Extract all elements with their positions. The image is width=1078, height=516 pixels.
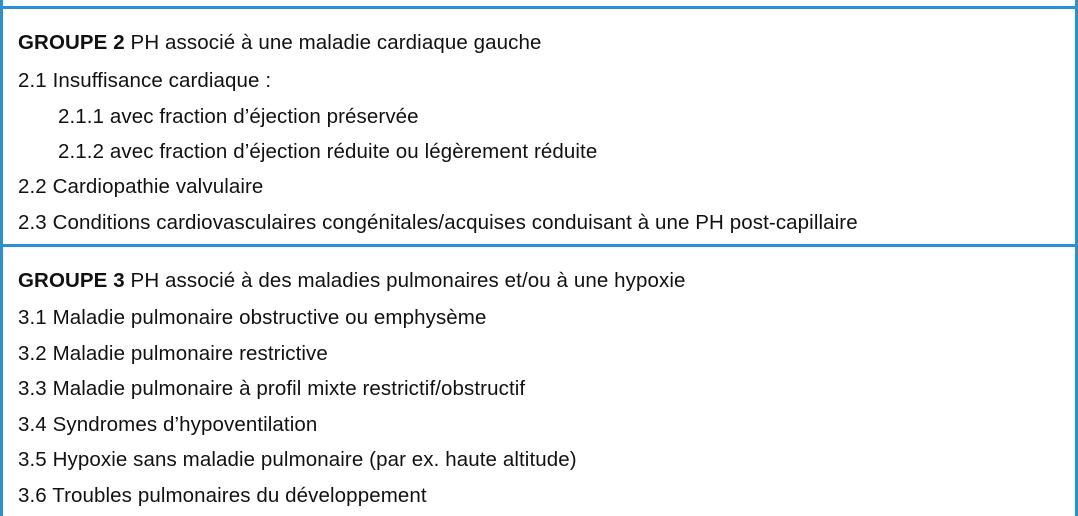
group-3-item: 3.4 Syndromes d’hypoventilation xyxy=(18,413,318,436)
group-2-label: GROUPE 2 xyxy=(18,31,125,54)
top-border-rule xyxy=(3,0,1075,9)
group-2-heading xyxy=(18,31,542,55)
group-2-item: 2.3 Conditions cardiovasculaires congénitales/acquises conduisant à une PH post-capillaire xyxy=(18,211,858,234)
group-3-label: GROUPE 3 xyxy=(18,269,125,292)
group-2-subitem: 2.1.1 avec fraction d’éjection préservée xyxy=(58,105,419,128)
group-2-section xyxy=(3,9,1075,247)
group-3-item: 3.1 Maladie pulmonaire obstructive ou emphysème xyxy=(18,306,487,329)
group-2-item: 2.1 Insuffisance cardiaque : xyxy=(18,69,272,92)
group-3-item: 3.3 Maladie pulmonaire à profil mixte restrictif/obstructif xyxy=(18,377,526,400)
group-2-item: 2.2 Cardiopathie valvulaire xyxy=(18,175,264,198)
group-2-subitem: 2.1.2 avec fraction d’éjection réduite ou légèrement réduite xyxy=(58,140,598,163)
group-2-title: PH associé à une maladie cardiaque gauche xyxy=(124,31,542,54)
group-3-title: PH associé à des maladies pulmonaires et/ou à une hypoxie xyxy=(124,269,686,292)
group-3-heading xyxy=(18,269,686,293)
group-3-item: 3.6 Troubles pulmonaires du développement xyxy=(18,484,427,507)
group-3-item: 3.5 Hypoxie sans maladie pulmonaire (par ex. haute altitude) xyxy=(18,448,577,471)
group-3-item: 3.2 Maladie pulmonaire restrictive xyxy=(18,342,328,365)
group-3-section xyxy=(3,247,1075,516)
